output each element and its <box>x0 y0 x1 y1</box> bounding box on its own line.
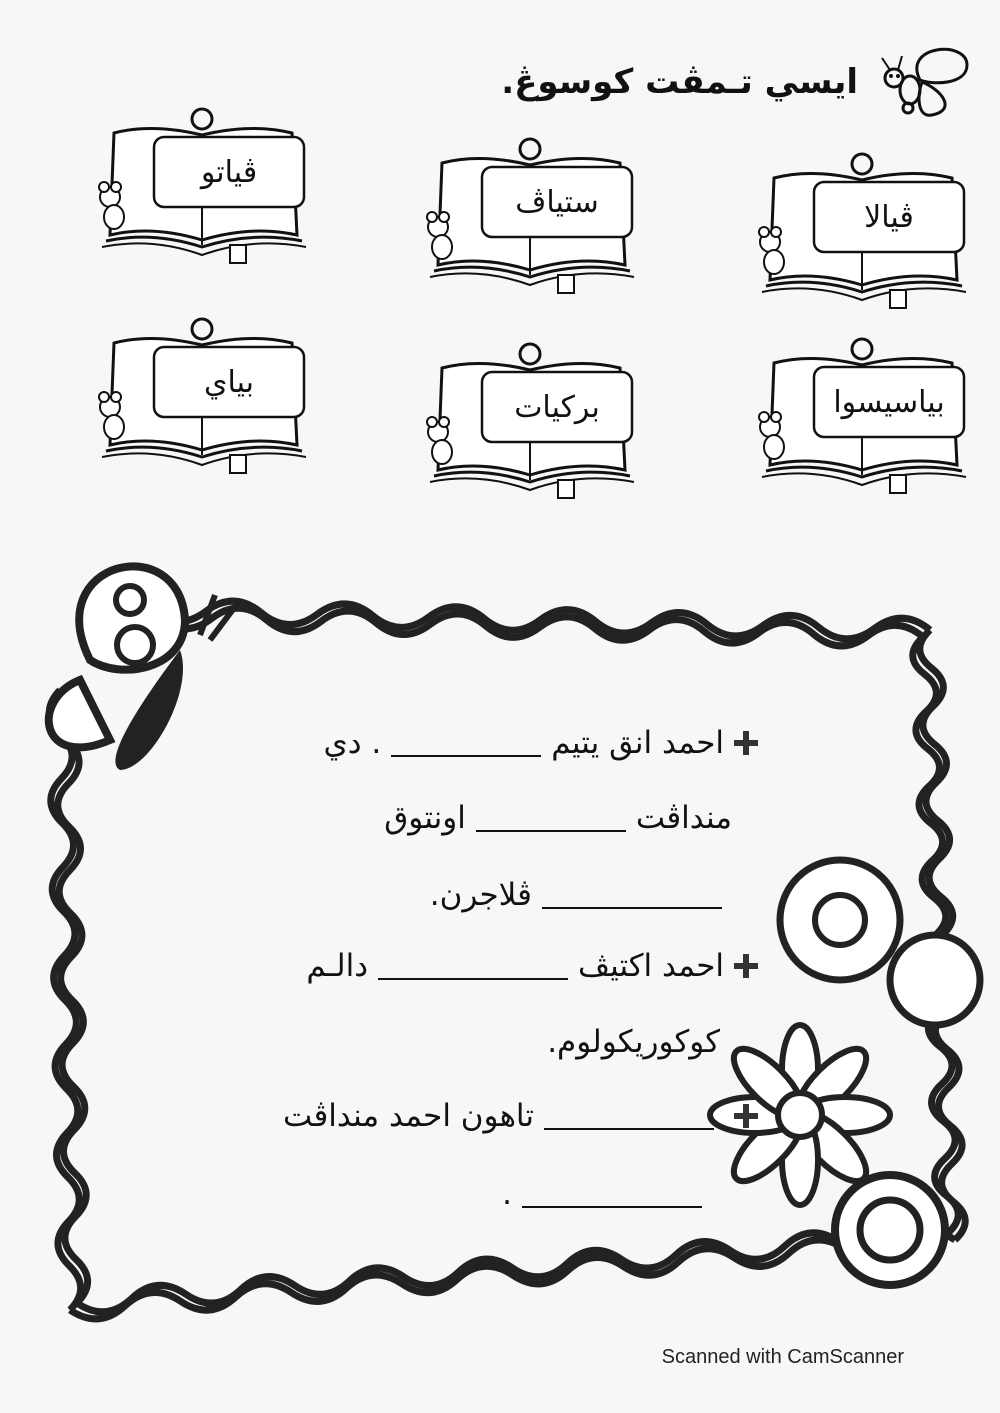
blank-6[interactable] <box>522 1180 702 1208</box>
word-book <box>420 135 640 295</box>
exercise-1-text-c: منداڤت <box>635 800 732 836</box>
word-label: ستياڤ <box>515 184 599 220</box>
bullet-icon <box>732 1102 760 1130</box>
blank-3[interactable] <box>542 881 722 909</box>
exercise-1-text-d: اونتوق <box>384 800 466 836</box>
exercise-3-text-a: تاهون احمد منداڤت <box>283 1098 534 1134</box>
exercise-1-line-2 <box>384 800 732 836</box>
word-book <box>752 150 972 310</box>
word-book <box>92 315 312 475</box>
blank-5[interactable] <box>544 1102 714 1130</box>
word-label: بياي <box>203 364 255 400</box>
exercise-2-text-a: احمد اكتيڤ <box>578 948 724 984</box>
blank-2[interactable] <box>476 804 626 832</box>
flower-corner-icon <box>710 860 980 1285</box>
blank-4[interactable] <box>378 952 568 980</box>
word-label: ڤيالا <box>864 199 914 235</box>
butterfly-icon <box>872 40 972 124</box>
exercise-1-text-a: احمد انق يتيم <box>551 725 724 761</box>
exercise-2-line-2 <box>547 1024 720 1060</box>
exercise-1-line-1 <box>323 725 760 761</box>
bullet-icon <box>732 952 760 980</box>
word-label: بركيات <box>514 389 600 425</box>
blank-1[interactable] <box>391 729 541 757</box>
page-title: ايسي تـمڤت كوسوڠ. <box>501 62 858 102</box>
word-book <box>752 335 972 495</box>
exercise-2-text-b: دالـم <box>306 948 368 984</box>
word-book <box>420 340 640 500</box>
bullet-icon <box>732 729 760 757</box>
exercise-2-text-c: كوكوريكولوم. <box>547 1024 720 1060</box>
exercise-3-text-b: . <box>502 1176 512 1212</box>
exercise-3-line-2 <box>502 1176 712 1212</box>
exercise-1-text-e: ڤلاجرن. <box>429 877 532 913</box>
word-label: ڤياتو <box>200 154 258 190</box>
title-row <box>501 40 972 124</box>
scanner-footer: Scanned with CamScanner <box>661 1346 904 1368</box>
exercise-1-text-b: . دي <box>323 725 382 761</box>
exercise-2-line-1 <box>306 948 760 984</box>
exercise-1-line-3 <box>430 877 732 913</box>
word-book <box>92 105 312 265</box>
word-label: بياسيسوا <box>833 384 945 420</box>
butterfly-corner-icon <box>49 566 240 770</box>
exercise-3-line-1 <box>283 1098 760 1134</box>
